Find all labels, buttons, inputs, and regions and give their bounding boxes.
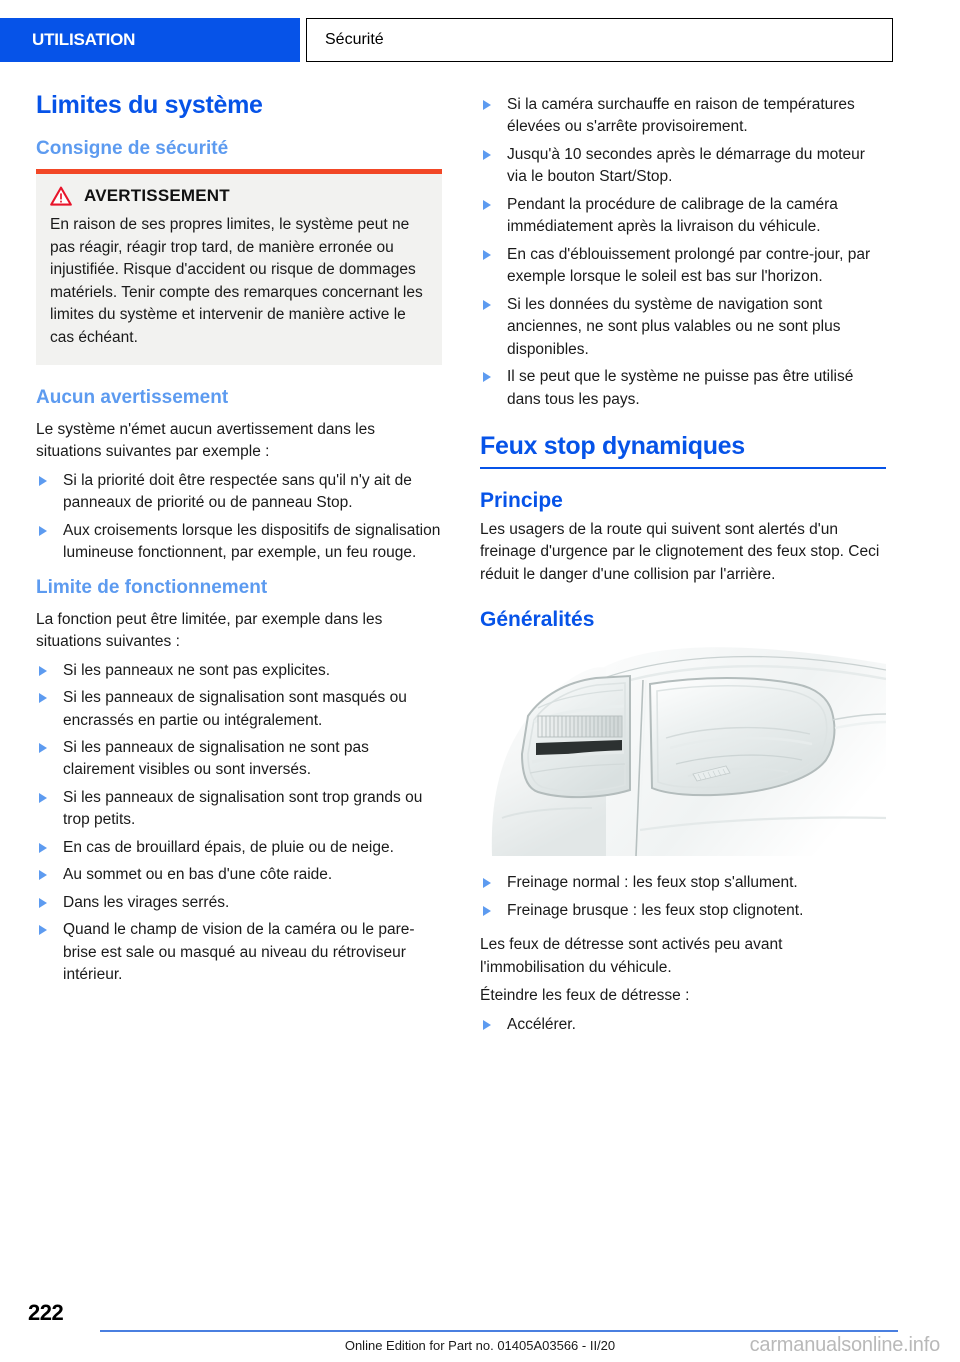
list-item-text: Si la priorité doit être respectée sans qu'il n'y ait de panneaux de priorité ou de panneau Stop. [63, 471, 412, 512]
chapter-title-feux-stop-dynamiques: Feux stop dynamiques [480, 433, 886, 469]
continued-list [480, 94, 886, 411]
list-item [36, 919, 442, 986]
generalites-paragraph-2: Éteindre les feux de détresse : [480, 987, 690, 1005]
list-item-text: Si les panneaux de signalisation ne sont pas clairement visibles ou sont inversés. [63, 739, 369, 779]
bullet-triangle-icon [483, 1020, 491, 1030]
list-item [36, 787, 442, 832]
bullet-triangle-icon [483, 200, 491, 210]
bullet-triangle-icon [39, 898, 47, 908]
footer-divider [100, 1330, 898, 1332]
list-item-text: Si les données du système de navigation sont anciennes, ne sont plus valables ou ne sont plus disponibles. [507, 295, 841, 358]
list-item-text: Freinage normal : les feux stop s'allument. [507, 874, 798, 892]
list-item [36, 660, 442, 682]
list-item-text: Pendant la procédure de calibrage de la caméra immédiatement après la livraison du véhicule. [507, 195, 838, 236]
bullet-triangle-icon [39, 526, 47, 536]
bullet-triangle-icon [483, 878, 491, 888]
list-item-text: Accélérer. [507, 1015, 576, 1033]
bullet-triangle-icon [483, 372, 491, 382]
operation-limit-intro: La fonction peut être limitée, par exemple dans les situations suivantes : [36, 610, 383, 651]
list-item-text: Au sommet ou en bas d'une côte raide. [63, 866, 333, 884]
section-title-aucun-avertissement: Aucun avertissement [36, 387, 229, 409]
section-title-generalites: Généralités [480, 608, 595, 632]
list-item [480, 872, 886, 894]
vehicle-tail-light-illustration [480, 642, 886, 856]
bullet-triangle-icon [483, 250, 491, 260]
left-column [36, 92, 442, 999]
bullet-triangle-icon [483, 150, 491, 160]
bullet-triangle-icon [39, 925, 47, 935]
bullet-triangle-icon [483, 100, 491, 110]
principe-body: Les usagers de la route qui suivent sont alertés d'un freinage d'urgence par le clignotement des feux stop. Ceci réduit le danger d'une collision par l'arrière. [480, 520, 880, 583]
warning-body: En raison de ses propres limites, le système peut ne pas réagir, réagir trop tard, de manière erronée ou injustifiée. Risque d'accident ou risque de dommages matériels. Tenir compte des remarques concernant les limites du système et intervenir de manière active le cas échéant. [50, 216, 423, 346]
list-item [480, 194, 886, 239]
list-item [480, 900, 886, 922]
warning-title: AVERTISSEMENT [84, 186, 230, 206]
list-item-text: Dans les virages serrés. [63, 893, 230, 911]
list-item-text: Freinage brusque : les feux stop clignotent. [507, 901, 804, 919]
bullet-triangle-icon [39, 693, 47, 703]
bullet-triangle-icon [483, 906, 491, 916]
header-tab-utilisation-label: UTILISATION [32, 30, 136, 49]
list-item [480, 1014, 886, 1036]
section-title-principe: Principe [480, 488, 563, 512]
page-number: 222 [28, 1300, 64, 1325]
no-warning-intro: Le système n'émet aucun avertissement dans les situations suivantes par exemple : [36, 421, 375, 461]
list-item-text: Quand le champ de vision de la caméra ou le pare-brise est sale ou masqué au niveau du rétroviseur intérieur. [63, 921, 415, 984]
bullet-triangle-icon [39, 666, 47, 676]
generalites-paragraph-1: Les feux de détresse sont activés peu avant l'immobilisation du véhicule. [480, 936, 783, 976]
warning-triangle-icon [50, 186, 72, 206]
page-footer [0, 1290, 960, 1362]
chapter-title-limites-du-systeme: Limites du système [36, 91, 263, 119]
list-item-text: En cas d'éblouissement prolongé par contre-jour, par exemple lorsque le soleil est bas sur l'horizon. [507, 245, 871, 286]
bullet-triangle-icon [39, 870, 47, 880]
list-item [36, 470, 442, 515]
warning-box [36, 169, 442, 365]
list-item [480, 294, 886, 361]
list-item [36, 687, 442, 732]
bullet-triangle-icon [39, 743, 47, 753]
generalites-list [480, 872, 886, 922]
footer-watermark: carmanualsonline.info [749, 1334, 940, 1356]
list-item-text: Si la caméra surchauffe en raison de températures élevées ou s'arrête provisoirement. [507, 96, 855, 136]
header-tab-securite[interactable] [306, 18, 893, 62]
list-item [36, 892, 442, 914]
generalites-list-2 [480, 1014, 886, 1036]
list-item [36, 520, 442, 565]
list-item [480, 366, 886, 411]
list-item [36, 737, 442, 782]
list-item [480, 244, 886, 289]
no-warning-list [36, 470, 442, 565]
footer-edition-text: Online Edition for Part no. 01405A03566 - II/20 [344, 1338, 616, 1353]
page-header [0, 18, 960, 62]
list-item [480, 144, 886, 189]
section-title-limite-de-fonctionnement: Limite de fonctionnement [36, 576, 268, 598]
bullet-triangle-icon [39, 793, 47, 803]
bullet-triangle-icon [483, 300, 491, 310]
list-item-text: En cas de brouillard épais, de pluie ou de neige. [63, 838, 394, 856]
list-item-text: Il se peut que le système ne puisse pas être utilisé dans tous les pays. [507, 368, 854, 408]
list-item-text: Si les panneaux de signalisation sont masqués ou encrassés en partie ou intégralement. [63, 689, 407, 729]
list-item [36, 864, 442, 886]
list-item [36, 837, 442, 859]
bullet-triangle-icon [39, 476, 47, 486]
list-item-text: Si les panneaux ne sont pas explicites. [63, 661, 331, 679]
list-item-text: Si les panneaux de signalisation sont trop grands ou trop petits. [63, 788, 423, 829]
list-item-text: Jusqu'à 10 secondes après le démarrage du moteur via le bouton Start/Stop. [507, 145, 865, 186]
header-tab-utilisation[interactable] [0, 18, 300, 62]
list-item [480, 94, 886, 139]
right-column [480, 92, 886, 1048]
bullet-triangle-icon [39, 843, 47, 853]
operation-limit-list [36, 660, 442, 987]
header-tab-securite-label: Sécurité [325, 31, 384, 48]
list-item-text: Aux croisements lorsque les dispositifs de signalisation lumineuse fonctionnent, par exemple, un feu rouge. [63, 521, 441, 562]
section-title-consigne-de-securite: Consigne de sécurité [36, 137, 229, 159]
warning-header [50, 186, 428, 206]
